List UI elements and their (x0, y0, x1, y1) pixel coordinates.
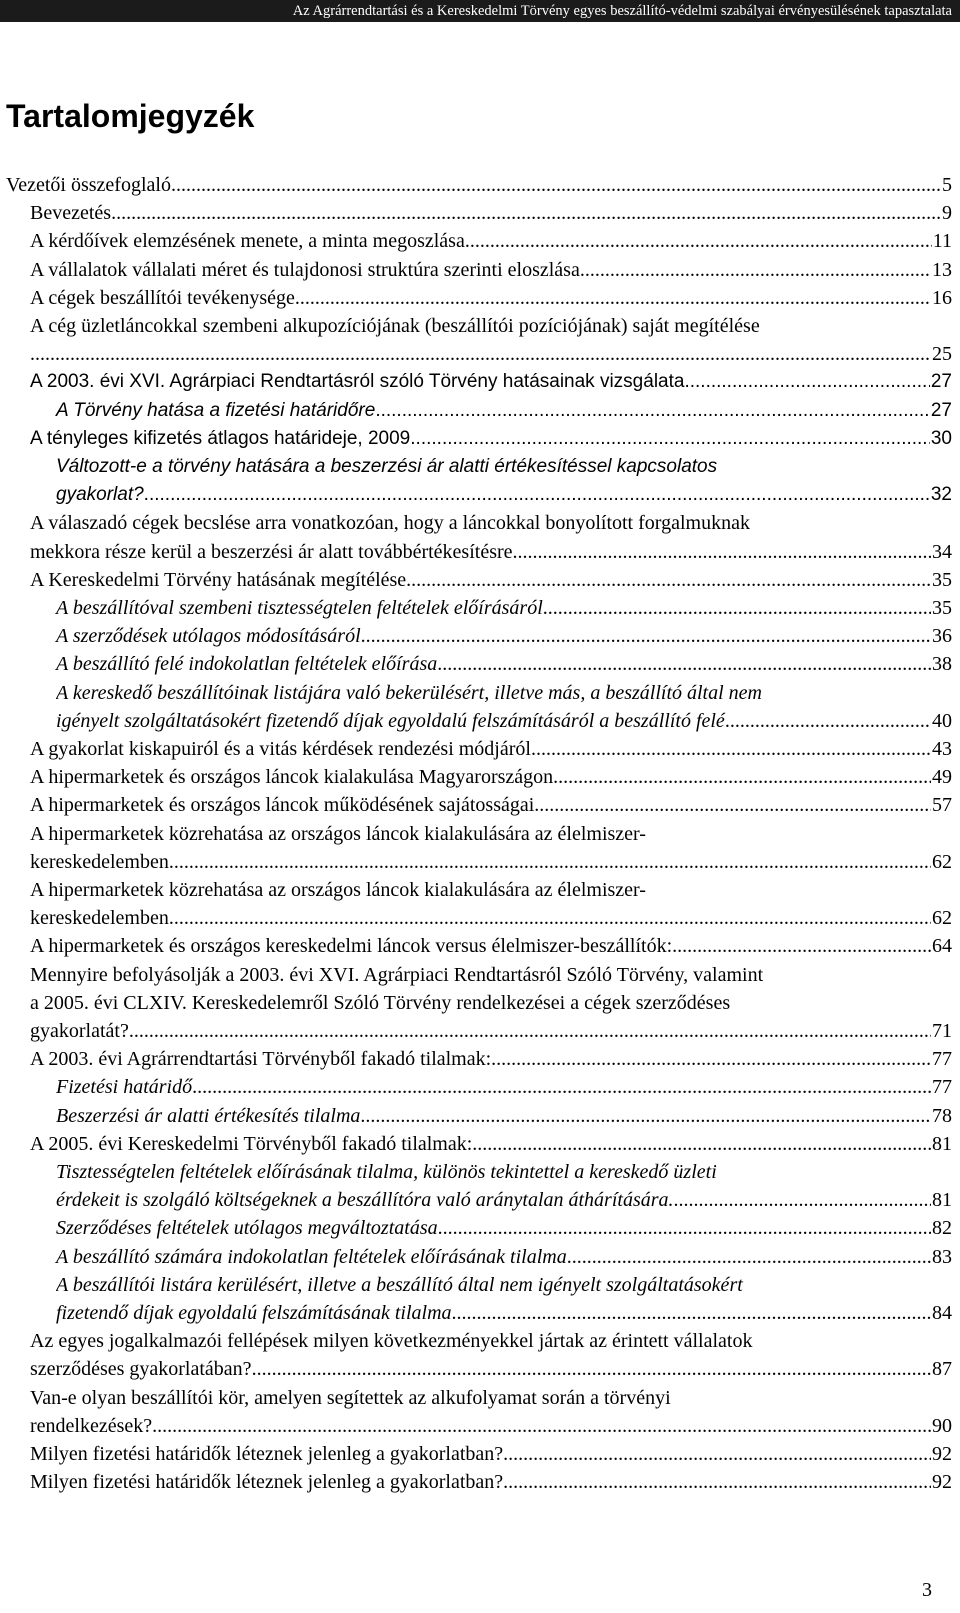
toc-entry-line (30, 931, 952, 961)
toc-entry-text: A beszállítóval szembeni tisztességtelen feltételek előírásáról (56, 597, 543, 619)
toc-entry-line (56, 1242, 952, 1272)
dot-leader (513, 537, 931, 567)
toc-entry-text: kereskedelemben (30, 850, 169, 873)
toc-entry-text: A 2003. évi XVI. Agrárpiaci Rendtartásról szóló Törvény hatásainak vizsgálata (30, 371, 685, 393)
dot-leader (171, 170, 941, 200)
toc-page-number: 71 (932, 1019, 952, 1042)
toc-entry-text: A 2003. évi Agrárrendtartási Törvényből fakadó tilalmak: (30, 1048, 492, 1071)
toc-page-number: 78 (932, 1104, 952, 1127)
toc-entry-text: Tisztességtelen feltételek előírásának tilalma, különös tekintettel a kereskedő üzleti (56, 1161, 717, 1183)
toc-entry-text: A beszállító számára indokolatlan feltételek előírásának tilalma (56, 1245, 567, 1268)
toc-entry-text: A beszállító felé indokolatlan feltételek előírása (56, 653, 438, 676)
dot-leader (534, 790, 931, 820)
toc-entry-line (30, 1129, 952, 1159)
toc-entry-text: Bevezetés (30, 202, 112, 225)
page-number: 3 (922, 1579, 932, 1601)
toc-entry-text: gyakorlat? (56, 484, 144, 506)
toc-entry-text: A hipermarketek közrehatása az országos láncok kialakulására az élelmiszer- (30, 879, 646, 901)
toc-page-number: 83 (932, 1245, 952, 1268)
dot-leader (144, 480, 930, 510)
toc-page-number: 27 (930, 371, 952, 393)
dot-leader (252, 1354, 931, 1384)
toc-entry-line (56, 396, 952, 426)
toc-page-number: 82 (932, 1217, 952, 1240)
toc-entry-text: A vállalatok vállalati méret és tulajdonosi struktúra szerinti eloszlása (30, 258, 580, 281)
dot-leader (360, 1101, 931, 1131)
toc-entry-line (56, 706, 952, 736)
page-title: Tartalomjegyzék (6, 98, 255, 134)
dot-leader (543, 593, 931, 623)
toc-page-number: 25 (932, 343, 952, 366)
toc-page-number: 16 (932, 286, 952, 309)
dot-leader (192, 1072, 931, 1102)
toc-entry-line (56, 1101, 952, 1131)
dot-leader (406, 565, 931, 595)
toc-page-number: 84 (932, 1301, 952, 1324)
toc-page-number: 92 (932, 1471, 952, 1494)
toc-entry-text: A Kereskedelmi Törvény hatásának megítélése (30, 568, 407, 591)
toc-entry-line (30, 1467, 952, 1497)
dot-leader (684, 367, 929, 397)
toc-entry-text: mekkora része kerül a beszerzési ár alatt továbbértékesítésre (30, 540, 513, 563)
toc-entry-line (30, 734, 952, 764)
toc-entry-text: a 2005. évi CLXIV. Kereskedelemről Szóló Törvény rendelkezései a cégek szerződéses (30, 991, 731, 1014)
toc-entry-text: Az egyes jogalkalmazói fellépések milyen következményekkel jártak az érintett vállalatok (30, 1330, 753, 1353)
dot-leader (295, 283, 931, 313)
toc-page-number: 87 (932, 1358, 952, 1381)
dot-leader (672, 931, 931, 961)
toc-page-number: 9 (942, 202, 952, 225)
toc-entry-text: Szerződéses feltételek utólagos megváltoztatása (56, 1217, 438, 1240)
toc-page-number: 38 (932, 653, 952, 676)
toc-entry-line (30, 537, 952, 567)
toc-entry-text: A 2005. évi Kereskedelmi Törvényből fakadó tilalmak: (30, 1132, 473, 1155)
toc-entry-text: A hipermarketek és országos láncok kialakulása Magyarországon (30, 766, 554, 789)
toc-entry-text: Vezetői összefoglaló (6, 174, 171, 196)
dot-leader (361, 621, 931, 651)
running-header-title: Az Agrárrendtartási és a Kereskedelmi Törvény egyes beszállító-védelmi szabályai érvényesülésének tapasztalata (292, 3, 952, 19)
toc-page-number: 27 (930, 399, 952, 421)
toc-page-number: 77 (932, 1076, 952, 1099)
toc-entry-line (30, 367, 952, 397)
toc-entry-text: érdekeit is szolgáló költségeknek a beszállítóra való aránytalan áthárítására. (56, 1189, 674, 1212)
dot-leader (169, 847, 931, 877)
toc-entry-line (30, 790, 952, 820)
toc-page-number: 36 (932, 625, 952, 648)
dot-leader (725, 706, 931, 736)
dot-leader (111, 198, 941, 228)
toc-entry-line (30, 226, 952, 256)
toc-entry-line (56, 1185, 952, 1215)
toc-entry-text: A beszállítói listára kerülésért, illetve a beszállító által nem igényelt szolgáltatásokért (56, 1273, 743, 1296)
toc-entry-line (30, 1016, 952, 1046)
toc-page-number: 77 (932, 1048, 952, 1071)
toc-page-number: 40 (932, 709, 952, 732)
dot-leader (674, 1185, 931, 1215)
toc-entry-text: Van-e olyan beszállítói kör, amelyen segítettek az alkufolyamat során a törvényi (30, 1386, 671, 1409)
toc-entry-text: A kérdőívek elemzésének menete, a minta megoszlása (30, 230, 465, 253)
toc-entry-line (30, 339, 952, 369)
toc-entry-line (6, 170, 952, 200)
toc-page-number: 90 (932, 1414, 952, 1437)
toc-entry-text: A szerződések utólagos módosításáról (56, 625, 361, 648)
toc-entry-line (56, 480, 952, 510)
toc-entry-line (56, 593, 952, 623)
toc-page-number: 32 (930, 484, 952, 506)
toc-entry-line (30, 198, 952, 228)
toc-entry-line (56, 1213, 952, 1243)
toc-entry-line (30, 283, 952, 313)
toc-entry-text: A hipermarketek és országos láncok működésének sajátosságai (30, 794, 535, 817)
toc-entry-text: A hipermarketek és országos kereskedelmi láncok versus élelmiszer-beszállítók: (30, 935, 673, 958)
toc-entry-text: Beszerzési ár alatti értékesítés tilalma (56, 1104, 361, 1127)
toc-entry-line (56, 1072, 952, 1102)
toc-entry-text: A kereskedő beszállítóinak listájára való bekerülésért, illetve más, a beszállító által nem (56, 681, 762, 704)
toc-entry-text: A válaszadó cégek becslése arra vonatkozóan, hogy a láncokkal bonyolított forgalmuknak (30, 512, 750, 535)
toc-page-number: 35 (932, 568, 952, 591)
toc-entry-text: Fizetési határidő (56, 1076, 193, 1099)
toc-entry-text: rendelkezések? (30, 1414, 153, 1437)
toc-entry-line (30, 847, 952, 877)
toc-entry-text: Változott-e a törvény hatására a beszerzési ár alatti értékesítéssel kapcsolatos (56, 456, 718, 477)
toc-entry-text: A tényleges kifizetés átlagos határideje, 2009 (30, 427, 411, 449)
dot-leader (580, 255, 931, 285)
dot-leader (30, 339, 931, 369)
toc-entry-line (30, 1411, 952, 1441)
toc-entry-line (30, 424, 952, 454)
toc-entry-text: A cég üzletláncokkal szembeni alkupozíciójának (beszállítói pozíciójának) saját megítélése (30, 315, 760, 337)
toc-entry-text: Mennyire befolyásolják a 2003. évi XVI. Agrárpiaci Rendtartásról Szóló Törvény, valamint (30, 963, 764, 986)
dot-leader (503, 1467, 931, 1497)
toc-page-number: 30 (930, 427, 952, 449)
toc-page-number: 81 (932, 1189, 952, 1212)
dot-leader (129, 1016, 931, 1046)
dot-leader (169, 903, 931, 933)
toc-entry-line (30, 762, 952, 792)
dot-leader (152, 1411, 931, 1441)
dot-leader (472, 1129, 931, 1159)
toc-entry-line (30, 255, 952, 285)
dot-leader (465, 226, 932, 256)
dot-leader (410, 424, 930, 454)
dot-leader (491, 1044, 931, 1074)
toc-page-number: 64 (932, 935, 952, 958)
dot-leader (553, 762, 931, 792)
toc-page-number: 43 (932, 738, 952, 760)
toc-page-number: 11 (932, 230, 952, 253)
dot-leader (438, 1213, 931, 1243)
toc-entry-text: A hipermarketek közrehatása az országos láncok kialakulására az élelmiszer- (30, 822, 646, 845)
toc-entry-text: szerződéses gyakorlatában? (30, 1358, 252, 1381)
dot-leader (503, 1439, 931, 1469)
toc-page-number: 62 (932, 907, 952, 930)
toc-entry-text: A Törvény hatása a fizetési határidőre (56, 399, 376, 421)
toc-entry-line (30, 903, 952, 933)
dot-leader (375, 396, 930, 426)
toc-page-number: 13 (932, 258, 952, 281)
toc-page-number: 35 (932, 597, 952, 619)
toc-entry-line (30, 1354, 952, 1384)
toc-page-number: 62 (932, 850, 952, 873)
toc-entry-text: igényelt szolgáltatásokért fizetendő díjak egyoldalú felszámításáról a beszállító felé (56, 709, 725, 732)
toc-entry-text: A gyakorlat kiskapuiról és a vitás kérdések rendezési módjáról (30, 738, 531, 760)
toc-entry-line (30, 1439, 952, 1469)
toc-entry-line (56, 1298, 952, 1328)
toc-entry-text: Milyen fizetési határidők léteznek jelenleg a gyakorlatban? (30, 1471, 504, 1494)
toc-entry-line (30, 1044, 952, 1074)
toc-page-number: 57 (932, 794, 952, 817)
toc-entry-line (56, 649, 952, 679)
toc-entry-text: kereskedelemben (30, 907, 169, 930)
dot-leader (531, 734, 931, 764)
toc-entry-text: Milyen fizetési határidők léteznek jelenleg a gyakorlatban? (30, 1443, 504, 1465)
toc-entry-line (56, 621, 952, 651)
running-header (0, 0, 960, 22)
toc-page-number: 81 (932, 1132, 952, 1155)
toc-page-number: 49 (932, 766, 952, 789)
toc-entry-text: fizetendő díjak egyoldalú felszámításának tilalma (56, 1301, 452, 1324)
toc-entry-text: gyakorlatát? (30, 1019, 129, 1042)
dot-leader (452, 1298, 931, 1328)
toc-entry-line (30, 565, 952, 595)
toc-page-number: 5 (942, 174, 952, 196)
dot-leader (567, 1242, 931, 1272)
dot-leader (437, 649, 931, 679)
toc-entry-text: A cégek beszállítói tevékenysége (30, 286, 295, 309)
toc-page-number: 92 (932, 1443, 952, 1465)
toc-page-number: 34 (932, 540, 952, 563)
